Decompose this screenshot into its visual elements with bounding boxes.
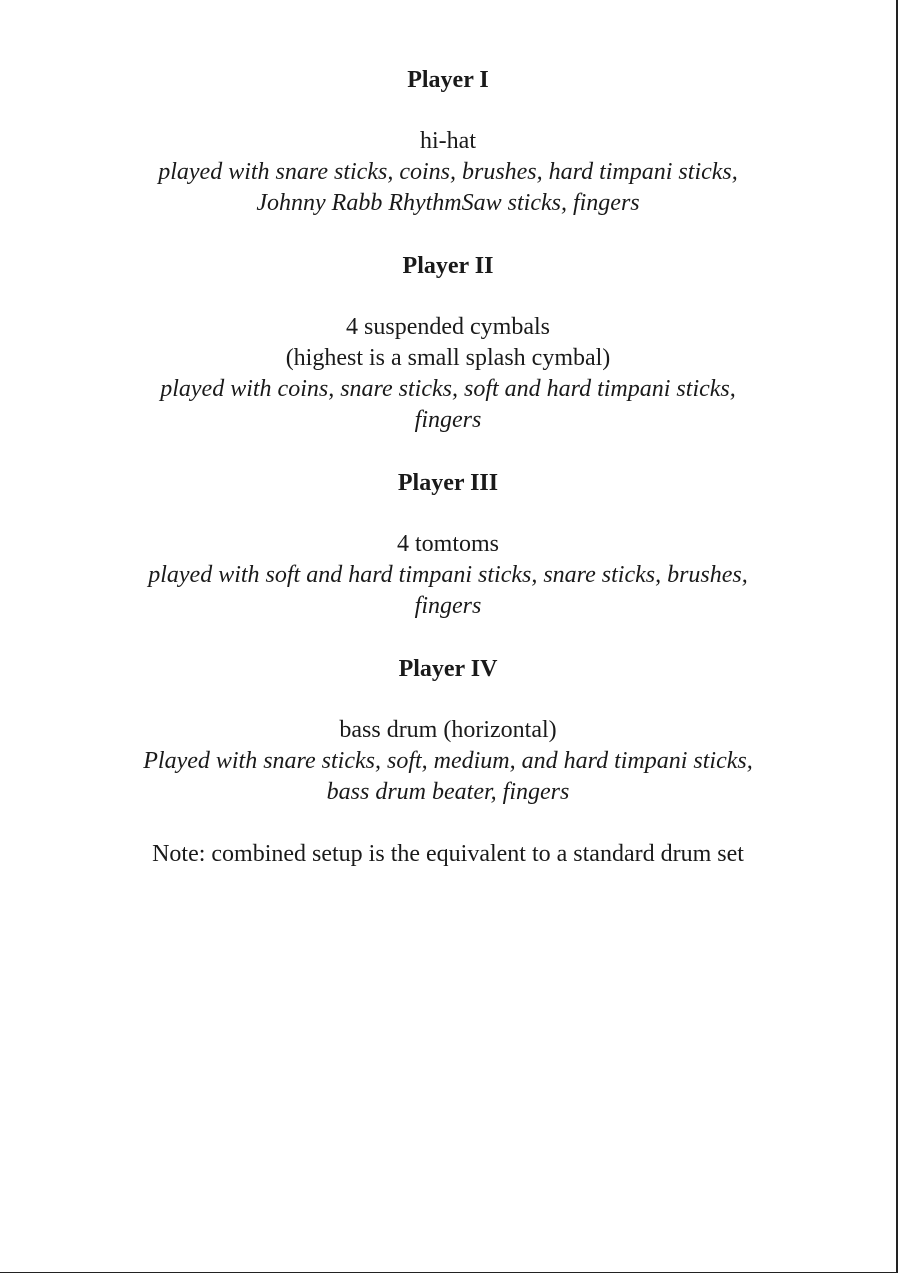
spacer xyxy=(0,808,896,839)
spacer xyxy=(0,436,896,467)
spacer xyxy=(0,622,896,653)
setup-note: Note: combined setup is the equivalent to a standard drum set xyxy=(152,841,744,867)
player-4-title: Player IV xyxy=(398,656,498,682)
player-3-played-with-line-1: played with soft and hard timpani sticks, snare sticks, brushes, xyxy=(148,562,748,588)
player-2-instrument-line-2: (highest is a small splash cymbal) xyxy=(285,345,611,371)
player-1-played-with-line-2: Johnny Rabb RhythmSaw sticks, fingers xyxy=(256,190,640,216)
player-4-section xyxy=(0,653,896,808)
player-1-played-with-line-1: played with snare sticks, coins, brushes, hard timpani sticks, xyxy=(158,159,738,185)
player-2-section xyxy=(0,250,896,436)
player-1-instrument: hi-hat xyxy=(420,128,476,154)
player-1-section xyxy=(0,64,896,219)
player-4-played-with-line-1: Played with snare sticks, soft, medium, and hard timpani sticks, xyxy=(143,748,753,774)
player-3-title: Player III xyxy=(397,470,499,496)
player-4-played-with-line-2: bass drum beater, fingers xyxy=(326,779,570,805)
player-3-instrument: 4 tomtoms xyxy=(396,531,499,557)
player-1-title: Player I xyxy=(407,67,489,93)
spacer xyxy=(0,219,896,250)
player-2-played-with-line-2: fingers xyxy=(414,407,482,433)
player-2-instrument-line-1: 4 suspended cymbals xyxy=(346,314,550,340)
player-2-played-with-line-1: played with coins, snare sticks, soft and hard timpani sticks, xyxy=(160,376,736,402)
player-3-played-with-line-2: fingers xyxy=(414,593,482,619)
player-3-section xyxy=(0,467,896,622)
player-4-instrument: bass drum (horizontal) xyxy=(339,717,557,743)
player-2-title: Player II xyxy=(402,253,494,279)
instrumentation-list xyxy=(0,64,896,870)
